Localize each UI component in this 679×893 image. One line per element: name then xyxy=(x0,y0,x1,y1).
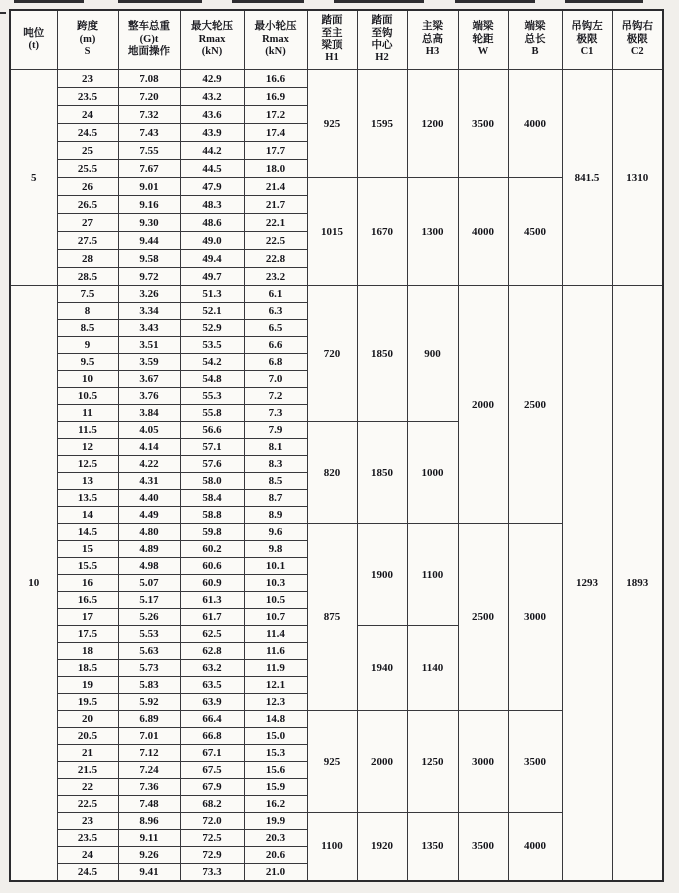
rmin-cell: 17.4 xyxy=(244,124,307,142)
b-merged-cell: 4000 xyxy=(508,70,562,178)
rmin-cell: 21.0 xyxy=(244,864,307,881)
c1-cell: 1293 xyxy=(562,286,612,881)
rmin-cell: 8.1 xyxy=(244,439,307,456)
weight-cell: 5.17 xyxy=(118,592,180,609)
weight-cell: 3.84 xyxy=(118,405,180,422)
rmax-cell: 43.9 xyxy=(180,124,244,142)
rmax-cell: 58.8 xyxy=(180,507,244,524)
h3-merged-cell: 1200 xyxy=(407,70,458,178)
rmax-cell: 72.5 xyxy=(180,830,244,847)
span-cell: 24 xyxy=(57,106,118,124)
rmax-cell: 51.3 xyxy=(180,286,244,303)
weight-cell: 3.67 xyxy=(118,371,180,388)
rmax-cell: 63.5 xyxy=(180,677,244,694)
col-header-w: 端梁 轮距 W xyxy=(458,10,508,70)
rmin-cell: 11.4 xyxy=(244,626,307,643)
c2-cell: 1893 xyxy=(612,286,663,881)
weight-cell: 4.05 xyxy=(118,422,180,439)
rmin-cell: 22.5 xyxy=(244,232,307,250)
span-cell: 16 xyxy=(57,575,118,592)
rmax-cell: 48.6 xyxy=(180,214,244,232)
weight-cell: 7.24 xyxy=(118,762,180,779)
tonnage-cell: 5 xyxy=(10,70,57,286)
crane-spec-table xyxy=(9,9,664,882)
rmax-cell: 55.8 xyxy=(180,405,244,422)
weight-cell: 4.49 xyxy=(118,507,180,524)
weight-cell: 4.40 xyxy=(118,490,180,507)
rmin-cell: 16.6 xyxy=(244,70,307,88)
rmax-cell: 68.2 xyxy=(180,796,244,813)
weight-cell: 9.11 xyxy=(118,830,180,847)
span-cell: 15 xyxy=(57,541,118,558)
rmin-cell: 6.3 xyxy=(244,303,307,320)
rmin-cell: 21.4 xyxy=(244,178,307,196)
rmax-cell: 44.2 xyxy=(180,142,244,160)
h1-merged-cell: 1015 xyxy=(307,178,357,286)
weight-cell: 7.32 xyxy=(118,106,180,124)
col-header-tonnage: 吨位 (t) xyxy=(10,10,57,70)
weight-cell: 9.01 xyxy=(118,178,180,196)
rmax-cell: 58.0 xyxy=(180,473,244,490)
rmax-cell: 66.4 xyxy=(180,711,244,728)
span-cell: 12 xyxy=(57,439,118,456)
table-row xyxy=(10,286,663,303)
rmin-cell: 11.9 xyxy=(244,660,307,677)
rmax-cell: 54.8 xyxy=(180,371,244,388)
h3-merged-cell: 1100 xyxy=(407,524,458,626)
h3-merged-cell: 1350 xyxy=(407,813,458,881)
col-header-total_weight: 整车总重 (G)t 地面操作 xyxy=(118,10,180,70)
span-cell: 16.5 xyxy=(57,592,118,609)
col-header-span: 跨度 (m) S xyxy=(57,10,118,70)
rmax-cell: 56.6 xyxy=(180,422,244,439)
rmin-cell: 10.1 xyxy=(244,558,307,575)
b-merged-cell: 4000 xyxy=(508,813,562,881)
rmin-cell: 6.5 xyxy=(244,320,307,337)
span-cell: 18.5 xyxy=(57,660,118,677)
rmin-cell: 23.2 xyxy=(244,268,307,286)
rmin-cell: 15.3 xyxy=(244,745,307,762)
rmin-cell: 20.3 xyxy=(244,830,307,847)
rmax-cell: 73.3 xyxy=(180,864,244,881)
b-merged-cell: 4500 xyxy=(508,178,562,286)
b-merged-cell: 2500 xyxy=(508,286,562,524)
rmin-cell: 10.5 xyxy=(244,592,307,609)
span-cell: 22 xyxy=(57,779,118,796)
rmin-cell: 16.9 xyxy=(244,88,307,106)
weight-cell: 5.73 xyxy=(118,660,180,677)
weight-cell: 9.26 xyxy=(118,847,180,864)
weight-cell: 4.22 xyxy=(118,456,180,473)
w-merged-cell: 4000 xyxy=(458,178,508,286)
rmax-cell: 62.5 xyxy=(180,626,244,643)
weight-cell: 5.83 xyxy=(118,677,180,694)
span-cell: 28 xyxy=(57,250,118,268)
rmin-cell: 22.1 xyxy=(244,214,307,232)
rmin-cell: 12.1 xyxy=(244,677,307,694)
span-cell: 11 xyxy=(57,405,118,422)
rmin-cell: 8.5 xyxy=(244,473,307,490)
col-header-h2: 踏面 至钩 中心 H2 xyxy=(357,10,407,70)
scan-artifact xyxy=(232,0,304,3)
span-cell: 23.5 xyxy=(57,830,118,847)
rmin-cell: 9.6 xyxy=(244,524,307,541)
weight-cell: 4.31 xyxy=(118,473,180,490)
col-header-c2: 吊钩右 极限 C2 xyxy=(612,10,663,70)
rmin-cell: 10.3 xyxy=(244,575,307,592)
rmin-cell: 6.8 xyxy=(244,354,307,371)
span-cell: 15.5 xyxy=(57,558,118,575)
weight-cell: 7.55 xyxy=(118,142,180,160)
rmax-cell: 42.9 xyxy=(180,70,244,88)
rmin-cell: 16.2 xyxy=(244,796,307,813)
span-cell: 17.5 xyxy=(57,626,118,643)
span-cell: 8.5 xyxy=(57,320,118,337)
w-merged-cell: 3500 xyxy=(458,70,508,178)
col-header-b: 端梁 总长 B xyxy=(508,10,562,70)
h1-merged-cell: 820 xyxy=(307,422,357,524)
h2-merged-cell: 1920 xyxy=(357,813,407,881)
rmin-cell: 7.3 xyxy=(244,405,307,422)
rmax-cell: 72.0 xyxy=(180,813,244,830)
rmax-cell: 62.8 xyxy=(180,643,244,660)
rmin-cell: 8.7 xyxy=(244,490,307,507)
rmax-cell: 53.5 xyxy=(180,337,244,354)
rmin-cell: 17.7 xyxy=(244,142,307,160)
rmin-cell: 6.1 xyxy=(244,286,307,303)
span-cell: 9.5 xyxy=(57,354,118,371)
b-merged-cell: 3000 xyxy=(508,524,562,711)
weight-cell: 5.07 xyxy=(118,575,180,592)
span-cell: 19.5 xyxy=(57,694,118,711)
scan-artifact xyxy=(334,0,424,3)
h3-merged-cell: 1140 xyxy=(407,626,458,711)
span-cell: 21 xyxy=(57,745,118,762)
h2-merged-cell: 1595 xyxy=(357,70,407,178)
span-cell: 17 xyxy=(57,609,118,626)
rmin-cell: 20.6 xyxy=(244,847,307,864)
span-cell: 27.5 xyxy=(57,232,118,250)
weight-cell: 4.98 xyxy=(118,558,180,575)
weight-cell: 4.80 xyxy=(118,524,180,541)
rmin-cell: 6.6 xyxy=(244,337,307,354)
span-cell: 14.5 xyxy=(57,524,118,541)
weight-cell: 9.44 xyxy=(118,232,180,250)
span-cell: 23.5 xyxy=(57,88,118,106)
table-header xyxy=(10,10,663,70)
weight-cell: 5.26 xyxy=(118,609,180,626)
span-cell: 24.5 xyxy=(57,124,118,142)
rmin-cell: 7.0 xyxy=(244,371,307,388)
rmax-cell: 60.9 xyxy=(180,575,244,592)
weight-cell: 5.63 xyxy=(118,643,180,660)
weight-cell: 5.92 xyxy=(118,694,180,711)
rmin-cell: 17.2 xyxy=(244,106,307,124)
h2-merged-cell: 1900 xyxy=(357,524,407,626)
span-cell: 13.5 xyxy=(57,490,118,507)
header-row xyxy=(10,10,663,70)
rmin-cell: 12.3 xyxy=(244,694,307,711)
w-merged-cell: 3000 xyxy=(458,711,508,813)
weight-cell: 3.34 xyxy=(118,303,180,320)
scan-artifact xyxy=(14,0,84,3)
span-cell: 19 xyxy=(57,677,118,694)
weight-cell: 9.58 xyxy=(118,250,180,268)
c1-cell: 841.5 xyxy=(562,70,612,286)
span-cell: 20 xyxy=(57,711,118,728)
weight-cell: 7.08 xyxy=(118,70,180,88)
rmax-cell: 43.6 xyxy=(180,106,244,124)
rmax-cell: 54.2 xyxy=(180,354,244,371)
span-cell: 27 xyxy=(57,214,118,232)
rmin-cell: 7.2 xyxy=(244,388,307,405)
rmin-cell: 15.9 xyxy=(244,779,307,796)
rmin-cell: 10.7 xyxy=(244,609,307,626)
weight-cell: 9.72 xyxy=(118,268,180,286)
span-cell: 11.5 xyxy=(57,422,118,439)
rmax-cell: 57.6 xyxy=(180,456,244,473)
weight-cell: 3.51 xyxy=(118,337,180,354)
span-cell: 24.5 xyxy=(57,864,118,881)
span-cell: 21.5 xyxy=(57,762,118,779)
h3-merged-cell: 1000 xyxy=(407,422,458,524)
span-cell: 20.5 xyxy=(57,728,118,745)
c2-cell: 1310 xyxy=(612,70,663,286)
span-cell: 23 xyxy=(57,70,118,88)
rmin-cell: 8.9 xyxy=(244,507,307,524)
weight-cell: 7.48 xyxy=(118,796,180,813)
span-cell: 18 xyxy=(57,643,118,660)
weight-cell: 4.89 xyxy=(118,541,180,558)
h1-merged-cell: 720 xyxy=(307,286,357,422)
rmax-cell: 49.7 xyxy=(180,268,244,286)
weight-cell: 8.96 xyxy=(118,813,180,830)
rmin-cell: 19.9 xyxy=(244,813,307,830)
h3-merged-cell: 1250 xyxy=(407,711,458,813)
rmax-cell: 52.9 xyxy=(180,320,244,337)
rmin-cell: 14.8 xyxy=(244,711,307,728)
h3-merged-cell: 900 xyxy=(407,286,458,422)
b-merged-cell: 3500 xyxy=(508,711,562,813)
scan-artifact xyxy=(118,0,202,3)
span-cell: 28.5 xyxy=(57,268,118,286)
rmax-cell: 43.2 xyxy=(180,88,244,106)
scan-artifact xyxy=(565,0,643,3)
rmax-cell: 55.3 xyxy=(180,388,244,405)
span-cell: 14 xyxy=(57,507,118,524)
rmin-cell: 7.9 xyxy=(244,422,307,439)
h2-merged-cell: 1940 xyxy=(357,626,407,711)
rmax-cell: 60.2 xyxy=(180,541,244,558)
weight-cell: 3.59 xyxy=(118,354,180,371)
weight-cell: 5.53 xyxy=(118,626,180,643)
rmin-cell: 22.8 xyxy=(244,250,307,268)
rmax-cell: 58.4 xyxy=(180,490,244,507)
rmax-cell: 72.9 xyxy=(180,847,244,864)
rmin-cell: 15.0 xyxy=(244,728,307,745)
rmax-cell: 61.3 xyxy=(180,592,244,609)
weight-cell: 9.41 xyxy=(118,864,180,881)
w-merged-cell: 3500 xyxy=(458,813,508,881)
weight-cell: 7.01 xyxy=(118,728,180,745)
rmax-cell: 47.9 xyxy=(180,178,244,196)
span-cell: 7.5 xyxy=(57,286,118,303)
rmin-cell: 8.3 xyxy=(244,456,307,473)
h1-merged-cell: 1100 xyxy=(307,813,357,881)
span-cell: 10.5 xyxy=(57,388,118,405)
rmax-cell: 49.0 xyxy=(180,232,244,250)
col-header-c1: 吊钩左 极限 C1 xyxy=(562,10,612,70)
h1-merged-cell: 925 xyxy=(307,70,357,178)
weight-cell: 3.76 xyxy=(118,388,180,405)
scan-artifact xyxy=(0,12,6,14)
weight-cell: 4.14 xyxy=(118,439,180,456)
span-cell: 22.5 xyxy=(57,796,118,813)
weight-cell: 7.43 xyxy=(118,124,180,142)
rmin-cell: 11.6 xyxy=(244,643,307,660)
rmin-cell: 18.0 xyxy=(244,160,307,178)
span-cell: 26.5 xyxy=(57,196,118,214)
col-header-rmax: 最大轮压 Rmax (kN) xyxy=(180,10,244,70)
rmax-cell: 49.4 xyxy=(180,250,244,268)
rmax-cell: 57.1 xyxy=(180,439,244,456)
scan-artifact xyxy=(455,0,535,3)
span-cell: 25 xyxy=(57,142,118,160)
rmin-cell: 9.8 xyxy=(244,541,307,558)
span-cell: 9 xyxy=(57,337,118,354)
rmin-cell: 15.6 xyxy=(244,762,307,779)
weight-cell: 7.36 xyxy=(118,779,180,796)
span-cell: 13 xyxy=(57,473,118,490)
weight-cell: 7.67 xyxy=(118,160,180,178)
weight-cell: 7.20 xyxy=(118,88,180,106)
h1-merged-cell: 925 xyxy=(307,711,357,813)
col-header-rmin: 最小轮压 Rmax (kN) xyxy=(244,10,307,70)
h2-merged-cell: 1670 xyxy=(357,178,407,286)
col-header-h1: 踏面 至主 梁顶 H1 xyxy=(307,10,357,70)
rmax-cell: 66.8 xyxy=(180,728,244,745)
h2-merged-cell: 1850 xyxy=(357,422,407,524)
span-cell: 12.5 xyxy=(57,456,118,473)
rmax-cell: 52.1 xyxy=(180,303,244,320)
weight-cell: 7.12 xyxy=(118,745,180,762)
rmax-cell: 48.3 xyxy=(180,196,244,214)
table-row xyxy=(10,70,663,88)
weight-cell: 6.89 xyxy=(118,711,180,728)
rmax-cell: 59.8 xyxy=(180,524,244,541)
weight-cell: 3.43 xyxy=(118,320,180,337)
weight-cell: 3.26 xyxy=(118,286,180,303)
span-cell: 25.5 xyxy=(57,160,118,178)
col-header-h3: 主梁 总高 H3 xyxy=(407,10,458,70)
weight-cell: 9.30 xyxy=(118,214,180,232)
h1-merged-cell: 875 xyxy=(307,524,357,711)
rmax-cell: 67.1 xyxy=(180,745,244,762)
h2-merged-cell: 2000 xyxy=(357,711,407,813)
rmax-cell: 60.6 xyxy=(180,558,244,575)
span-cell: 10 xyxy=(57,371,118,388)
h2-merged-cell: 1850 xyxy=(357,286,407,422)
w-merged-cell: 2000 xyxy=(458,286,508,524)
rmax-cell: 67.5 xyxy=(180,762,244,779)
span-cell: 24 xyxy=(57,847,118,864)
rmax-cell: 61.7 xyxy=(180,609,244,626)
span-cell: 23 xyxy=(57,813,118,830)
rmax-cell: 63.9 xyxy=(180,694,244,711)
table-body xyxy=(10,70,663,881)
rmin-cell: 21.7 xyxy=(244,196,307,214)
weight-cell: 9.16 xyxy=(118,196,180,214)
span-cell: 26 xyxy=(57,178,118,196)
rmax-cell: 67.9 xyxy=(180,779,244,796)
tonnage-cell: 10 xyxy=(10,286,57,881)
rmax-cell: 44.5 xyxy=(180,160,244,178)
span-cell: 8 xyxy=(57,303,118,320)
h3-merged-cell: 1300 xyxy=(407,178,458,286)
rmax-cell: 63.2 xyxy=(180,660,244,677)
w-merged-cell: 2500 xyxy=(458,524,508,711)
